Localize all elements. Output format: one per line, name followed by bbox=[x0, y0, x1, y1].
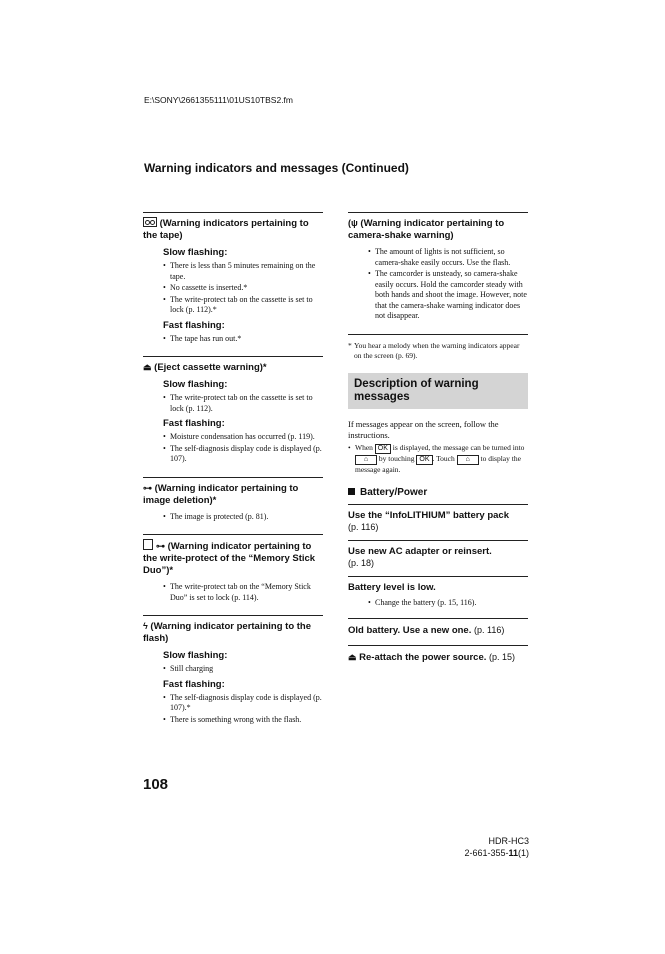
message-entry bbox=[348, 618, 528, 645]
bullet-list bbox=[163, 582, 323, 603]
home-icon: ⌂ bbox=[355, 455, 377, 465]
message-entry bbox=[348, 576, 528, 618]
bullet-list bbox=[163, 693, 323, 726]
key-icon: ⊶ bbox=[156, 541, 165, 551]
list-item: • When OK is displayed, the message can be turned into ⌂ by touching OK . Touch ⌂ to display the message again. bbox=[348, 443, 528, 476]
message-title: Old battery. Use a new one. bbox=[348, 624, 472, 636]
list-item: • Moisture condensation has occurred (p. 119). bbox=[163, 432, 323, 443]
message-title: Battery level is low. bbox=[348, 582, 436, 593]
section-title: (Eject cassette warning)* bbox=[151, 362, 267, 373]
eject-icon: ⏏ bbox=[348, 651, 357, 662]
file-path: E:\SONY\2661355111\01US10TBS2.fm bbox=[144, 95, 293, 105]
section-title: (Warning indicator pertaining to image deletion)* bbox=[143, 482, 299, 506]
list-item: • The image is protected (p. 81). bbox=[163, 512, 323, 523]
intro-paragraph: If messages appear on the screen, follow the instructions. bbox=[348, 418, 499, 440]
section-title: (Warning indicator pertaining to the flash) bbox=[143, 621, 312, 644]
flash-icon: ϟ bbox=[143, 621, 148, 631]
camera-shake-warning-section bbox=[348, 212, 528, 322]
message-entry bbox=[348, 504, 528, 540]
bullet-list bbox=[163, 432, 323, 465]
tape-warning-section bbox=[143, 212, 323, 344]
fast-flashing-label: Fast flashing: bbox=[163, 319, 225, 331]
page-reference: (p. 18) bbox=[348, 558, 375, 568]
section-title: (Warning indicator pertaining to camera-shake warning) bbox=[348, 218, 505, 241]
footnote bbox=[348, 334, 528, 361]
list-item: • The write-protect tab on the cassette is set to lock (p. 112). bbox=[163, 393, 323, 414]
section-title: (Warning indicators pertaining to the tape) bbox=[143, 218, 309, 241]
memory-stick-warning-section bbox=[143, 534, 323, 603]
camera-shake-icon: (ψ bbox=[348, 218, 358, 228]
list-item: • There is something wrong with the flash. bbox=[163, 715, 323, 726]
list-item: • The self-diagnosis display code is displayed (p. 107).* bbox=[163, 693, 323, 714]
message-title: Use the “InfoLITHIUM” battery pack bbox=[348, 510, 509, 521]
list-item: • The camcorder is unsteady, so camera-shake easily occurs. Hold the camcorder steady with both hands and shoot the image. However, note that the camera-shake warning indicator does not disappear. bbox=[368, 269, 528, 322]
list-item: • The tape has run out.* bbox=[163, 334, 323, 345]
slow-flashing-label: Slow flashing: bbox=[163, 379, 228, 390]
memory-card-icon bbox=[143, 539, 153, 550]
list-item: • Change the battery (p. 15, 116). bbox=[368, 598, 528, 609]
list-item: • The self-diagnosis display code is displayed (p. 107). bbox=[163, 444, 323, 465]
message-title: Re-attach the power source. bbox=[356, 651, 487, 663]
bullet-list bbox=[368, 598, 528, 609]
bullet-list bbox=[163, 664, 323, 675]
bullet-list bbox=[163, 261, 323, 316]
eject-icon: ⏏ bbox=[143, 362, 152, 372]
right-column bbox=[348, 212, 528, 672]
fast-flashing-label: Fast flashing: bbox=[163, 678, 225, 690]
model-name: HDR-HC3 bbox=[488, 836, 529, 846]
bullet-list bbox=[348, 443, 528, 476]
left-column bbox=[143, 212, 323, 737]
running-head: Warning indicators and messages (Continued) bbox=[144, 161, 409, 175]
ok-button-glyph: OK bbox=[416, 455, 432, 465]
part-code: 2-661-355-11(1) bbox=[464, 848, 529, 858]
ok-button-glyph: OK bbox=[375, 444, 391, 454]
bullet-list bbox=[163, 393, 323, 414]
message-title: Use new AC adapter or reinsert. bbox=[348, 546, 492, 557]
message-entry bbox=[348, 645, 528, 672]
key-icon: ⊶ bbox=[143, 482, 152, 493]
list-item: • There is less than 5 minutes remaining on the tape. bbox=[163, 261, 323, 282]
eject-warning-section bbox=[143, 356, 323, 465]
section-title: (Warning indicator pertaining to the write-protect of the “Memory Stick Duo”)* bbox=[143, 541, 316, 576]
slow-flashing-label: Slow flashing: bbox=[163, 247, 228, 258]
page-reference: (p. 116) bbox=[348, 522, 379, 532]
bullet-list bbox=[163, 512, 323, 523]
bullet-list bbox=[163, 334, 323, 345]
list-item: • The write-protect tab on the cassette is set to lock (p. 112).* bbox=[163, 295, 323, 316]
fast-flashing-label: Fast flashing: bbox=[163, 418, 225, 429]
list-item: • The write-protect tab on the “Memory Stick Duo” is set to lock (p. 114). bbox=[163, 582, 323, 603]
square-bullet-icon bbox=[348, 488, 355, 495]
page-number: 108 bbox=[143, 776, 169, 793]
page-reference: (p. 15) bbox=[489, 651, 516, 662]
page-reference: (p. 116) bbox=[474, 624, 505, 635]
tape-icon bbox=[143, 217, 157, 227]
message-entry bbox=[348, 540, 528, 576]
battery-power-heading: Battery/Power bbox=[348, 487, 528, 498]
home-icon: ⌂ bbox=[457, 455, 479, 465]
list-item: • No cassette is inserted.* bbox=[163, 283, 323, 294]
slow-flashing-label: Slow flashing: bbox=[163, 650, 228, 661]
footnote-marker: * bbox=[348, 340, 352, 350]
footnote-text: You hear a melody when the warning indicators appear on the screen (p. 69). bbox=[354, 340, 520, 360]
list-item: • Still charging bbox=[163, 664, 323, 675]
model-info bbox=[464, 835, 529, 859]
section-heading: Description of warning messages bbox=[348, 373, 528, 409]
list-item: • The amount of lights is not sufficient, so camera-shake easily occurs. Use the flash. bbox=[368, 247, 528, 268]
flash-warning-section bbox=[143, 615, 323, 725]
deletion-warning-section bbox=[143, 477, 323, 523]
bullet-list bbox=[368, 247, 528, 322]
